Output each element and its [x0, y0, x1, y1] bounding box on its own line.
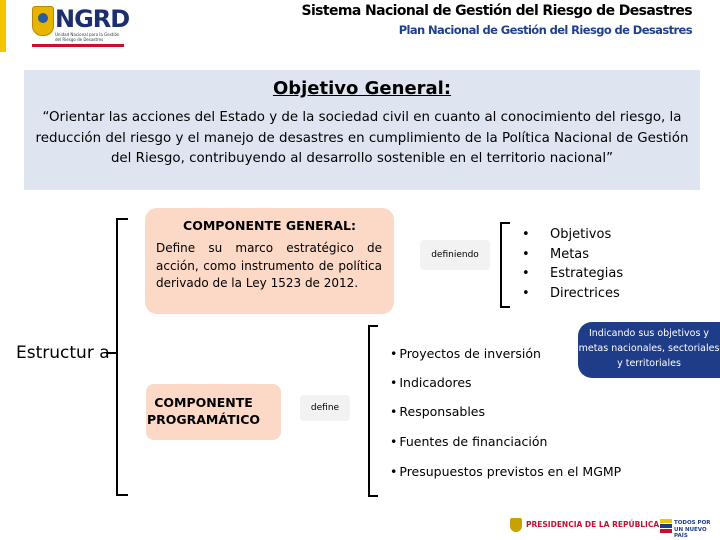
flag-mark-icon: [660, 519, 672, 533]
list-item-estrategias: • Estrategias: [522, 264, 623, 284]
componente-programatico-box: [146, 384, 281, 440]
logo-wordmark: NGRD: [55, 5, 130, 33]
crest-icon: [32, 6, 54, 36]
general-items-bracket: [500, 222, 510, 308]
header-accent-strip: [0, 0, 6, 52]
ngrd-logo: [28, 4, 128, 50]
header-subtitle: Plan Nacional de Gestión del Riesgo de Desastres: [398, 23, 692, 37]
objetivo-general-box: [24, 70, 700, 190]
objetivo-title: Objetivo General:: [272, 78, 452, 99]
componente-general-box: [145, 208, 394, 314]
logo-underline: [32, 44, 124, 47]
list-item-metas: • Metas: [522, 245, 623, 265]
definiendo-label: definiendo: [420, 240, 490, 270]
structure-bracket: [116, 218, 128, 496]
list-item-objetivos: • Objetivos: [522, 225, 623, 245]
list-item-indicadores: • Indicadores: [390, 375, 472, 390]
presidencia-text: PRESIDENCIA DE LA REPÚBLICA: [526, 520, 660, 529]
logo-subtext: Unidad Nacional para la Gestión del Riesgo de Desastres: [55, 32, 120, 42]
programatico-items-bracket: [368, 325, 378, 497]
objetivo-text: “Orientar las acciones del Estado y de la sociedad civil en cuanto al conocimiento del riesgo, la reducción del riesgo y el manejo de desastres en cumplimiento de la Política Nacional de Gestión del Riesgo, contribuyendo al desarrollo sostenible en el territorio nacional”: [35, 110, 689, 166]
list-item-directrices: • Directrices: [522, 284, 623, 304]
list-item-fuentes: • Fuentes de financiación: [390, 434, 547, 449]
todos-text: TODOS POR UN NUEVO PAÍS: [674, 520, 711, 539]
list-item-presupuestos: • Presupuestos previstos en el MGMP: [390, 464, 621, 479]
estructura-label: Estructur a: [16, 343, 110, 363]
list-item-responsables: • Responsables: [390, 404, 485, 419]
componente-general-title: COMPONENTE GENERAL:: [183, 218, 356, 233]
coat-of-arms-icon: [510, 518, 522, 532]
general-items-list: [522, 225, 623, 303]
componente-general-text: Define su marco estratégico de acción, como instrumento de política derivado de la Ley 1523 de 2012.: [156, 241, 382, 290]
indicando-callout: Indicando sus objetivos y metas nacionales, sectoriales y territoriales: [578, 322, 720, 378]
define-label: define: [300, 395, 350, 421]
componente-programatico-title: COMPONENTE PROGRAMÁTICO: [146, 395, 261, 427]
todos-por-un-nuevo-pais-logo: [660, 517, 718, 539]
header-title: Sistema Nacional de Gestión del Riesgo de Desastres: [301, 3, 692, 19]
presidencia-logo: [510, 518, 659, 538]
list-item-proyectos: • Proyectos de inversión: [390, 346, 541, 361]
